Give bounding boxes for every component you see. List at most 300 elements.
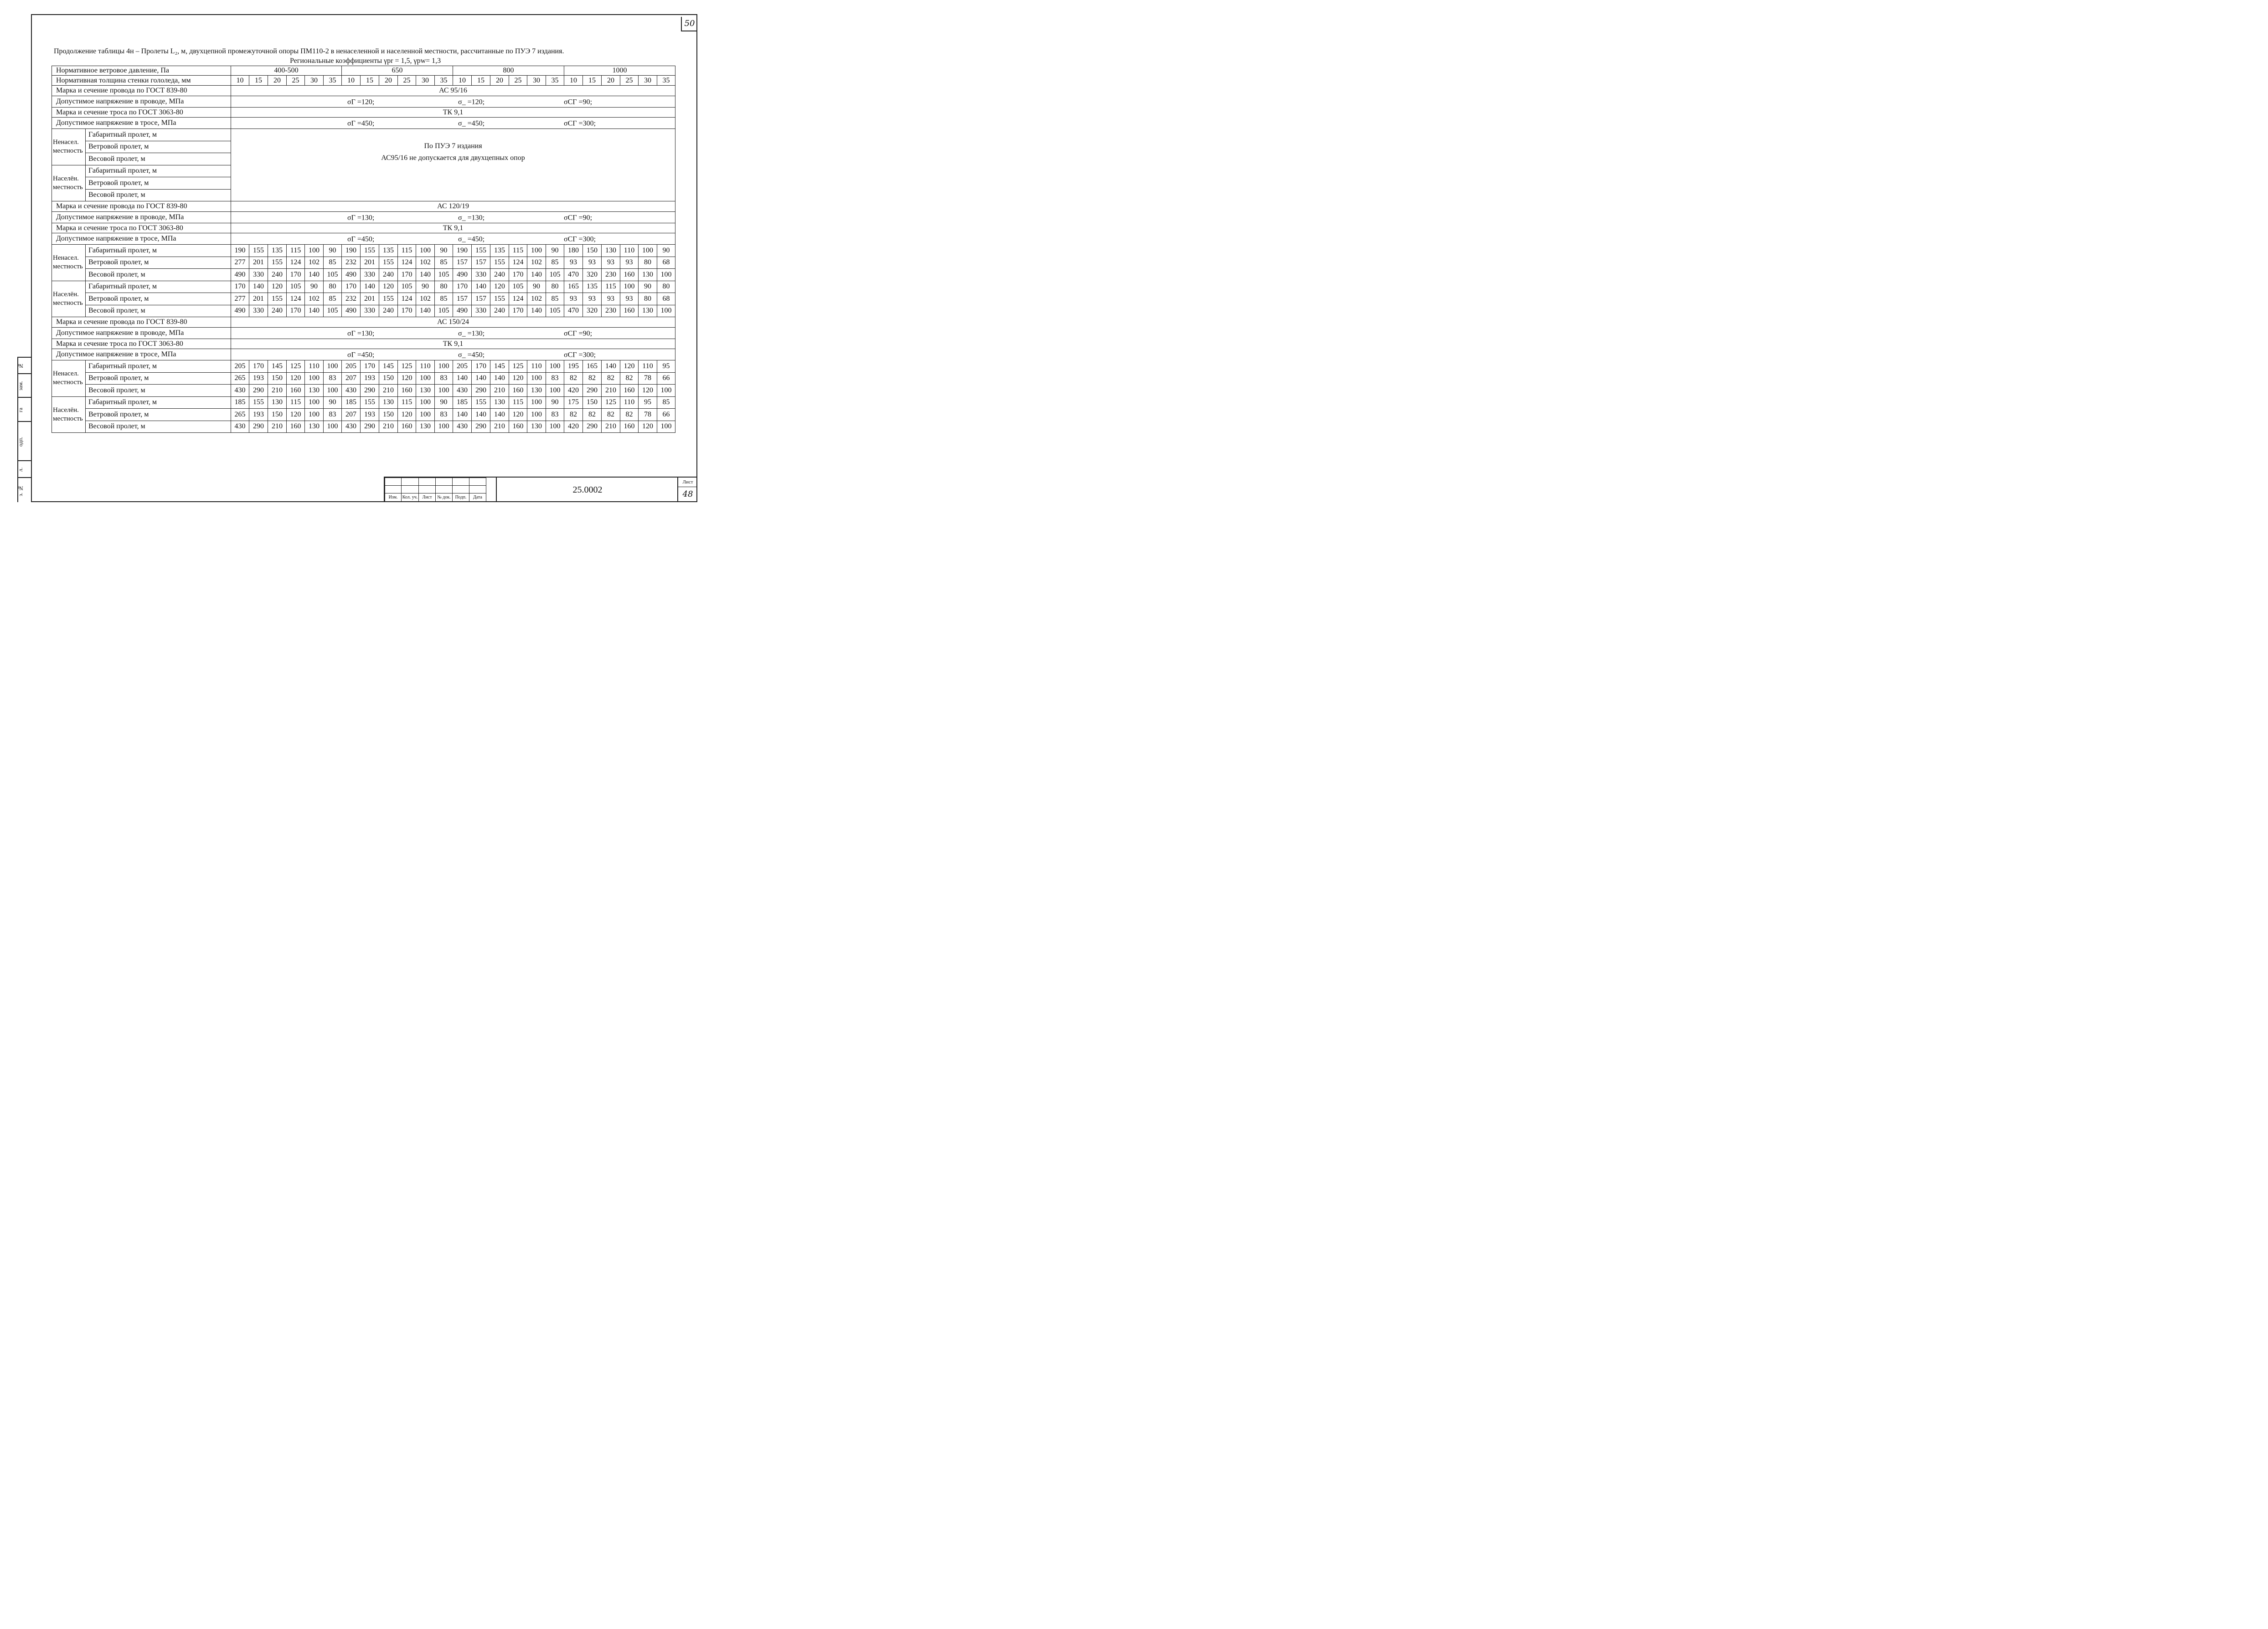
ice-thickness-header: 35 <box>546 76 564 86</box>
span-value: 210 <box>379 385 398 397</box>
span-value: 170 <box>398 269 416 281</box>
span-value: 155 <box>249 245 268 257</box>
span-value: 490 <box>342 269 361 281</box>
binding-strip <box>9 357 31 502</box>
span-value: 100 <box>527 245 546 257</box>
span-value: 290 <box>583 385 602 397</box>
wire-mark-row <box>52 201 675 212</box>
span-value: 102 <box>416 293 435 305</box>
revision-cell: Изм. <box>385 493 402 502</box>
stress-value: σСГ =90; <box>564 98 593 106</box>
span-value: 82 <box>620 409 639 421</box>
table-caption: Продолжение таблицы 4н – Пролеты L₂, м, двухцепной промежуточной опоры ПМ110-2 в ненаселенной и населенной местности, рассчитанные по ПУЭ 7 издания. <box>54 47 564 55</box>
strip-label: одп. <box>17 437 24 447</box>
span-value: 120 <box>287 409 305 421</box>
span-value: 83 <box>546 372 564 385</box>
span-value: 110 <box>620 396 639 409</box>
span-value: 130 <box>305 385 324 397</box>
ice-thickness-header: 10 <box>342 76 361 86</box>
span-value: 210 <box>268 385 287 397</box>
span-row <box>52 257 675 269</box>
span-value: 150 <box>379 372 398 385</box>
span-value: 140 <box>305 305 324 317</box>
span-value: 130 <box>639 305 657 317</box>
span-value: 320 <box>583 269 602 281</box>
span-value: 135 <box>490 245 509 257</box>
wire-mark-value: АС 120/19 <box>231 201 675 212</box>
span-value: 80 <box>639 257 657 269</box>
span-value: 85 <box>546 293 564 305</box>
span-value: 207 <box>342 372 361 385</box>
span-value: 90 <box>639 281 657 293</box>
span-type-label: Ветровой пролет, м <box>86 409 231 421</box>
span-value: 90 <box>546 396 564 409</box>
ice-thickness-header: 10 <box>564 76 583 86</box>
span-value: 82 <box>602 372 620 385</box>
revision-grid <box>385 478 486 502</box>
span-value: 195 <box>564 360 583 373</box>
stress-values-cell <box>231 233 675 245</box>
wire-stress-row <box>52 96 675 108</box>
span-value: 105 <box>287 281 305 293</box>
span-value: 205 <box>453 360 472 373</box>
wire-mark-label: Марка и сечение провода по ГОСТ 839-80 <box>52 86 231 96</box>
revision-cell <box>453 478 469 486</box>
span-value: 170 <box>342 281 361 293</box>
span-value: 100 <box>527 409 546 421</box>
span-value: 420 <box>564 421 583 433</box>
span-value: 80 <box>546 281 564 293</box>
span-value: 160 <box>620 305 639 317</box>
span-value: 100 <box>416 245 435 257</box>
span-value: 95 <box>639 396 657 409</box>
wire-stress-row <box>52 328 675 339</box>
ice-thickness-header: 30 <box>416 76 435 86</box>
ice-thickness-header: 35 <box>435 76 453 86</box>
locality-group-label: Населён. местность <box>52 281 86 317</box>
span-value: 201 <box>361 257 379 269</box>
title-block <box>384 477 697 502</box>
span-type-label: Ветровой пролет, м <box>86 177 231 190</box>
span-value: 193 <box>361 372 379 385</box>
header-row-wind <box>52 66 675 76</box>
span-row <box>52 269 675 281</box>
locality-group-label: Ненасел. местность <box>52 360 86 397</box>
sheet-number: 48 <box>682 489 693 499</box>
span-value: 330 <box>361 305 379 317</box>
span-value: 155 <box>472 396 490 409</box>
ice-thickness-header: 25 <box>398 76 416 86</box>
span-value: 140 <box>361 281 379 293</box>
span-value: 232 <box>342 257 361 269</box>
span-value: 140 <box>490 372 509 385</box>
ice-thickness-header: 10 <box>453 76 472 86</box>
span-value: 150 <box>379 409 398 421</box>
span-value: 83 <box>546 409 564 421</box>
span-value: 100 <box>324 385 342 397</box>
stress-value: σ_ =450; <box>458 351 485 359</box>
span-value: 115 <box>287 396 305 409</box>
span-row <box>52 305 675 317</box>
revision-cell <box>436 478 453 486</box>
span-value: 85 <box>435 293 453 305</box>
span-value: 160 <box>287 385 305 397</box>
span-value: 140 <box>602 360 620 373</box>
span-value: 157 <box>472 257 490 269</box>
span-value: 135 <box>583 281 602 293</box>
stress-value: σСГ =90; <box>564 329 593 338</box>
strip-cell <box>17 460 31 477</box>
strip-label: га <box>17 407 24 412</box>
span-value: 100 <box>435 385 453 397</box>
stress-value: σГ =130; <box>347 329 375 338</box>
span-value: 210 <box>490 421 509 433</box>
span-value: 124 <box>287 293 305 305</box>
span-value: 185 <box>342 396 361 409</box>
wind-group-header: 1000 <box>564 66 675 76</box>
span-value: 160 <box>620 421 639 433</box>
stress-values <box>231 212 675 223</box>
span-value: 105 <box>435 269 453 281</box>
span-value: 290 <box>249 421 268 433</box>
span-value: 80 <box>324 281 342 293</box>
cable-mark-row <box>52 108 675 118</box>
cable-mark-value: ТК 9,1 <box>231 223 675 233</box>
span-value: 193 <box>249 372 268 385</box>
span-row <box>52 129 675 141</box>
cable-mark-label: Марка и сечение троса по ГОСТ 3063-80 <box>52 108 231 118</box>
note-cell <box>231 129 675 201</box>
span-value: 190 <box>453 245 472 257</box>
span-value: 155 <box>268 293 287 305</box>
ice-thickness-label: Нормативная толщина стенки гололеда, мм <box>52 76 231 86</box>
stress-values-cell <box>231 96 675 108</box>
span-value: 160 <box>398 385 416 397</box>
span-value: 140 <box>249 281 268 293</box>
span-value: 140 <box>305 269 324 281</box>
span-value: 78 <box>639 372 657 385</box>
span-value: 93 <box>564 257 583 269</box>
span-value: 110 <box>620 245 639 257</box>
span-value: 185 <box>453 396 472 409</box>
span-value: 265 <box>231 409 249 421</box>
span-value: 160 <box>509 385 527 397</box>
span-value: 102 <box>527 293 546 305</box>
span-type-label: Весовой пролет, м <box>86 385 231 397</box>
span-value: 83 <box>435 409 453 421</box>
span-value: 290 <box>472 421 490 433</box>
cable-stress-label: Допустимое напряжение в тросе, МПа <box>52 233 231 245</box>
span-value: 130 <box>305 421 324 433</box>
span-value: 160 <box>287 421 305 433</box>
revision-cell: № док. <box>436 493 453 502</box>
strip-label: л. <box>17 468 24 472</box>
wind-group-header: 400-500 <box>231 66 342 76</box>
span-value: 95 <box>657 360 675 373</box>
span-value: 115 <box>398 396 416 409</box>
span-value: 193 <box>249 409 268 421</box>
span-value: 157 <box>472 293 490 305</box>
revision-cell <box>419 486 436 493</box>
strip-cell <box>17 397 31 421</box>
revision-cell <box>469 478 486 486</box>
span-value: 240 <box>490 305 509 317</box>
span-value: 170 <box>453 281 472 293</box>
span-value: 160 <box>509 421 527 433</box>
stress-values-cell <box>231 349 675 360</box>
ice-thickness-header: 25 <box>287 76 305 86</box>
span-type-label: Ветровой пролет, м <box>86 372 231 385</box>
span-value: 210 <box>490 385 509 397</box>
stress-values-cell <box>231 212 675 223</box>
span-value: 93 <box>602 293 620 305</box>
span-value: 100 <box>435 360 453 373</box>
spans-table <box>52 66 675 433</box>
span-value: 80 <box>435 281 453 293</box>
span-value: 100 <box>546 421 564 433</box>
span-value: 170 <box>361 360 379 373</box>
span-value: 115 <box>509 245 527 257</box>
span-value: 210 <box>379 421 398 433</box>
span-value: 90 <box>305 281 324 293</box>
span-value: 155 <box>490 257 509 269</box>
span-value: 170 <box>509 305 527 317</box>
span-value: 82 <box>602 409 620 421</box>
span-value: 120 <box>490 281 509 293</box>
span-value: 120 <box>268 281 287 293</box>
strip-cell <box>17 421 31 460</box>
revision-cell: Лист <box>419 493 436 502</box>
span-value: 85 <box>657 396 675 409</box>
span-value: 100 <box>620 281 639 293</box>
span-value: 68 <box>657 293 675 305</box>
cable-stress-row <box>52 349 675 360</box>
span-value: 150 <box>583 245 602 257</box>
revision-cell: Кол. уч. <box>402 493 419 502</box>
span-value: 82 <box>564 409 583 421</box>
span-value: 85 <box>546 257 564 269</box>
ice-thickness-header: 30 <box>305 76 324 86</box>
page-number-handwritten: 50 <box>681 17 697 31</box>
span-value: 175 <box>564 396 583 409</box>
stress-value: σ_ =130; <box>458 329 485 338</box>
ice-thickness-header: 20 <box>268 76 287 86</box>
span-value: 124 <box>398 293 416 305</box>
span-row <box>52 281 675 293</box>
span-value: 277 <box>231 293 249 305</box>
span-value: 240 <box>268 269 287 281</box>
span-value: 170 <box>398 305 416 317</box>
span-type-label: Габаритный пролет, м <box>86 165 231 177</box>
span-value: 430 <box>342 421 361 433</box>
span-value: 201 <box>249 293 268 305</box>
span-value: 105 <box>509 281 527 293</box>
span-type-label: Весовой пролет, м <box>86 269 231 281</box>
span-value: 140 <box>472 409 490 421</box>
cable-mark-value: ТК 9,1 <box>231 339 675 349</box>
span-value: 102 <box>416 257 435 269</box>
span-row <box>52 396 675 409</box>
span-value: 490 <box>453 305 472 317</box>
span-value: 100 <box>305 372 324 385</box>
revision-cell: Дата <box>469 493 486 502</box>
span-value: 165 <box>583 360 602 373</box>
span-value: 120 <box>287 372 305 385</box>
span-type-label: Ветровой пролет, м <box>86 293 231 305</box>
revision-cell <box>469 486 486 493</box>
wire-stress-row <box>52 212 675 223</box>
stress-values <box>231 349 675 360</box>
stress-value: σ_ =130; <box>458 214 485 222</box>
span-value: 80 <box>657 281 675 293</box>
span-value: 100 <box>305 409 324 421</box>
stress-value: σ_ =120; <box>458 98 485 106</box>
span-value: 145 <box>490 360 509 373</box>
span-value: 82 <box>620 372 639 385</box>
stress-value: σ_ =450; <box>458 235 485 243</box>
span-value: 78 <box>639 409 657 421</box>
span-value: 124 <box>287 257 305 269</box>
span-value: 490 <box>342 305 361 317</box>
ice-thickness-header: 20 <box>490 76 509 86</box>
span-value: 120 <box>509 409 527 421</box>
span-value: 210 <box>602 385 620 397</box>
span-value: 470 <box>564 269 583 281</box>
span-value: 120 <box>379 281 398 293</box>
span-value: 100 <box>639 245 657 257</box>
span-value: 120 <box>639 421 657 433</box>
span-value: 105 <box>398 281 416 293</box>
span-value: 330 <box>361 269 379 281</box>
wind-group-header: 800 <box>453 66 564 76</box>
stress-value: σ_ =450; <box>458 119 485 128</box>
span-value: 240 <box>379 269 398 281</box>
revision-cell <box>402 478 419 486</box>
stress-values <box>231 233 675 244</box>
span-value: 130 <box>527 385 546 397</box>
span-value: 170 <box>287 305 305 317</box>
span-row <box>52 385 675 397</box>
span-value: 90 <box>527 281 546 293</box>
ice-thickness-header: 25 <box>620 76 639 86</box>
span-value: 115 <box>509 396 527 409</box>
span-value: 230 <box>602 269 620 281</box>
ice-thickness-header: 20 <box>602 76 620 86</box>
span-type-label: Габаритный пролет, м <box>86 129 231 141</box>
span-value: 100 <box>305 245 324 257</box>
span-value: 130 <box>268 396 287 409</box>
span-row <box>52 372 675 385</box>
span-value: 80 <box>639 293 657 305</box>
span-value: 170 <box>287 269 305 281</box>
table-subcaption: Региональные коэффициенты γpr = 1,5, γpw= 1,3 <box>290 57 441 65</box>
wind-group-header: 650 <box>342 66 453 76</box>
span-value: 330 <box>472 305 490 317</box>
span-value: 102 <box>305 293 324 305</box>
ice-thickness-header: 15 <box>361 76 379 86</box>
span-value: 140 <box>527 305 546 317</box>
header-row-ice <box>52 76 675 86</box>
span-type-label: Весовой пролет, м <box>86 189 231 201</box>
span-value: 100 <box>527 372 546 385</box>
wire-mark-value: АС 150/24 <box>231 317 675 328</box>
cable-stress-label: Допустимое напряжение в тросе, МПа <box>52 349 231 360</box>
span-value: 90 <box>435 396 453 409</box>
span-value: 430 <box>453 385 472 397</box>
strip-label: № <box>17 363 24 369</box>
locality-group-label: Ненасел. местность <box>52 245 86 281</box>
span-row <box>52 245 675 257</box>
span-value: 125 <box>602 396 620 409</box>
span-value: 110 <box>416 360 435 373</box>
span-value: 100 <box>324 360 342 373</box>
span-value: 100 <box>546 360 564 373</box>
span-value: 277 <box>231 257 249 269</box>
span-value: 155 <box>249 396 268 409</box>
span-value: 140 <box>527 269 546 281</box>
cable-stress-label: Допустимое напряжение в тросе, МПа <box>52 118 231 129</box>
span-value: 490 <box>231 305 249 317</box>
span-value: 130 <box>490 396 509 409</box>
locality-group-label: Населён. местность <box>52 165 86 201</box>
span-value: 100 <box>305 396 324 409</box>
span-value: 160 <box>620 385 639 397</box>
span-value: 115 <box>398 245 416 257</box>
stress-value: σГ =450; <box>347 235 375 243</box>
span-value: 120 <box>639 385 657 397</box>
span-value: 430 <box>231 385 249 397</box>
span-type-label: Весовой пролет, м <box>86 305 231 317</box>
span-value: 120 <box>509 372 527 385</box>
span-type-label: Весовой пролет, м <box>86 153 231 165</box>
span-value: 193 <box>361 409 379 421</box>
span-value: 155 <box>490 293 509 305</box>
span-value: 100 <box>657 269 675 281</box>
span-value: 135 <box>268 245 287 257</box>
span-value: 180 <box>564 245 583 257</box>
span-value: 100 <box>546 385 564 397</box>
stress-values <box>231 328 675 339</box>
span-value: 330 <box>472 269 490 281</box>
span-value: 100 <box>657 421 675 433</box>
wire-mark-label: Марка и сечение провода по ГОСТ 839-80 <box>52 201 231 212</box>
stress-values-cell <box>231 328 675 339</box>
note-line-1: По ПУЭ 7 издания <box>424 142 482 150</box>
span-value: 140 <box>472 372 490 385</box>
span-value: 90 <box>546 245 564 257</box>
wind-pressure-label: Нормативное ветровое давление, Па <box>52 66 231 76</box>
span-value: 130 <box>639 269 657 281</box>
wire-mark-row <box>52 86 675 96</box>
span-value: 205 <box>342 360 361 373</box>
span-type-label: Ветровой пролет, м <box>86 257 231 269</box>
span-value: 100 <box>416 409 435 421</box>
revision-cell <box>436 486 453 493</box>
span-value: 93 <box>583 257 602 269</box>
span-value: 125 <box>287 360 305 373</box>
span-value: 155 <box>361 396 379 409</box>
span-value: 157 <box>453 257 472 269</box>
span-value: 120 <box>398 409 416 421</box>
revision-cell <box>385 478 402 486</box>
span-value: 240 <box>268 305 287 317</box>
cable-mark-value: ТК 9,1 <box>231 108 675 118</box>
span-value: 130 <box>527 421 546 433</box>
span-value: 82 <box>583 372 602 385</box>
cable-mark-label: Марка и сечение троса по ГОСТ 3063-80 <box>52 223 231 233</box>
span-value: 93 <box>564 293 583 305</box>
span-value: 201 <box>361 293 379 305</box>
